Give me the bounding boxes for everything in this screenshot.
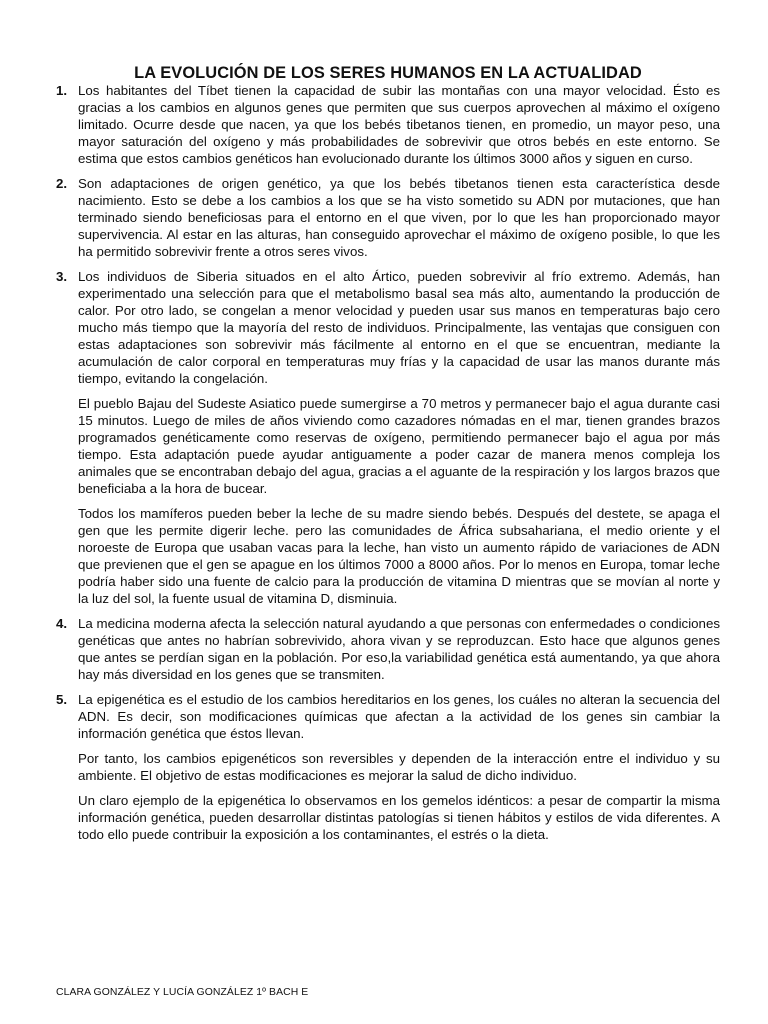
item-number: 5. — [56, 692, 68, 707]
list-item-2 — [56, 175, 720, 260]
list-item-4 — [56, 615, 720, 683]
paragraph: Por tanto, los cambios epigenéticos son reversibles y dependen de la interacción entre el individuo y su ambiente. El objetivo de estas modificaciones es mejorar la salud de dicho individuo. — [78, 751, 720, 783]
list-item-5 — [56, 691, 720, 843]
paragraph: La medicina moderna afecta la selección natural ayudando a que personas con enfermedades o condiciones genéticas que antes no habrían sobrevivido, ahora vivan y se reproduzcan. Esto hace que algunos genes que antes se perdían sigan en la población. Por eso,la variabilidad genética está aumentando, ya que ahora hay más diversidad en los genes que se transmiten. — [78, 616, 720, 682]
item-number: 3. — [56, 269, 68, 284]
document-body — [56, 82, 720, 851]
paragraph: Los individuos de Siberia situados en el alto Ártico, pueden sobrevivir al frío extremo. Además, han experimentado una selección para que el metabolismo basal sea más alto, aumentando la producción de calor. Por otro lado, se congelan a menor velocidad y pueden usar sus manos en temperaturas bajo cero mucho más tiempo que la mayoría del resto de individuos. Principalmente, las ventajas que consiguen con estas adaptaciones son sobrevivir más fácilmente al entorno en el que se encuentran, mediante la acumulación de calor corporal en temperaturas muy frías y la capacidad de usar las manos durante más tiempo, evitando la congelación. — [78, 269, 720, 386]
paragraph: Los habitantes del Tíbet tienen la capacidad de subir las montañas con una mayor velocidad. Ésto es gracias a los cambios en algunos genes que permiten que sus cuerpos aprovechen al máximo el oxígeno limitado. Ocurre desde que nacen, ya que los bebés tibetanos tienen, en promedio, un mayor peso, una mayor saturación del oxígeno y más probabilidades de sobrevivir que otros bebés en este entorno. Se estima que estos cambios genéticos han evolucionado durante los últimos 3000 años y siguen en curso. — [78, 83, 720, 166]
paragraph: Todos los mamíferos pueden beber la leche de su madre siendo bebés. Después del destete, se apaga el gen que les permite digerir leche. pero las comunidades de África subsahariana, el medio oriente y el noroeste de Europa que usaban vacas para la leche, han visto un aumento rápido de variaciones de ADN que previenen que el gen se apague en los últimos 7000 a 8000 años. Por lo menos en Europa, tomar leche podría haber sido una fuente de calcio para la producción de vitamina D mientras que se movían al norte y la luz del sol, la fuente usual de vitamina D, disminuia. — [78, 506, 720, 606]
paragraph: El pueblo Bajau del Sudeste Asiatico puede sumergirse a 70 metros y permanecer bajo el agua durante casi 15 minutos. Luego de miles de años viviendo como cazadores nómadas en el mar, tienen grandes brazos programados genéticamente como reservas de oxígeno, permitiendo permanecer bajo el agua por más tiempo. Esta adaptación puede ayudar antiguamente a poder cazar de manera menos compleja los animales que se encontraban debajo del agua, gracias a el aguante de la respiración y los largos brazos que beneficiaba a la hora de bucear. — [78, 396, 720, 496]
item-number: 2. — [56, 176, 68, 191]
document-footer-authors: CLARA GONZÁLEZ Y LUCÍA GONZÁLEZ 1º BACH E — [56, 987, 309, 998]
paragraph: La epigenética es el estudio de los cambios hereditarios en los genes, los cuáles no alteran la secuencia del ADN. Es decir, son modificaciones químicas que afectan a la actividad de los genes sin cambiar la información genética que éstos llevan. — [78, 692, 720, 741]
paragraph: Son adaptaciones de origen genético, ya que los bebés tibetanos tienen esta característica desde nacimiento. Esto se debe a los cambios a los que se ha visto sometido su ADN por mutaciones, que han terminado siendo beneficiosas para el entorno en el que viven, por lo que les han proporcionado mayor supervivencia. Al estar en las alturas, han conseguido aprovechar el máximo de oxígeno posible, lo que les ha permitido sobrevivir frente a otros seres vivos. — [78, 176, 720, 259]
paragraph: Un claro ejemplo de la epigenética lo observamos en los gemelos idénticos: a pesar de compartir la misma información genética, pueden desarrollar distintas patologías si tienen hábitos y estilos de vida diferentes. A todo ello puede contribuir la exposición a los contaminantes, el estrés o la dieta. — [78, 793, 720, 842]
document-title: LA EVOLUCIÓN DE LOS SERES HUMANOS EN LA ACTUALIDAD — [134, 64, 642, 82]
item-number: 4. — [56, 616, 68, 631]
list-item-3 — [56, 268, 720, 607]
item-number: 1. — [56, 83, 68, 98]
list-item-1 — [56, 82, 720, 167]
